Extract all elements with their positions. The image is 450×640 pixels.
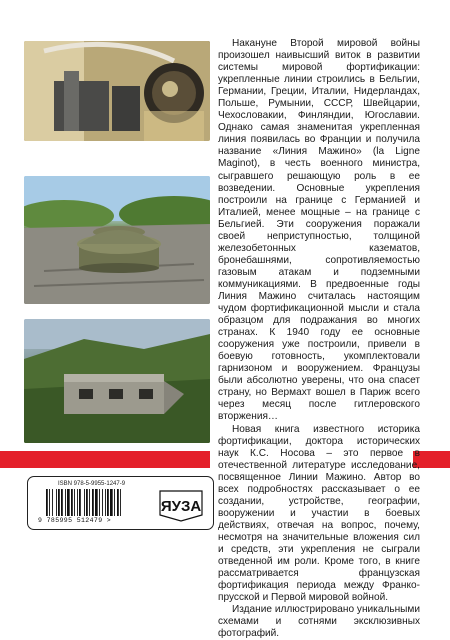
paragraph-3: Издание иллюстрировано уникальными схемами и сотнями эксклюзивных фотографий. <box>218 604 420 640</box>
barcode-stripe <box>110 489 113 516</box>
annotation-text <box>218 38 420 640</box>
barcode-stripe <box>92 489 94 516</box>
barcode-stripe <box>95 489 98 516</box>
barcode-stripe <box>79 489 81 516</box>
barcode-stripe <box>99 489 100 516</box>
publisher-logo-text: ЯУЗА <box>160 498 202 515</box>
barcode-stripe <box>117 489 119 516</box>
barcode-stripe <box>114 489 115 516</box>
turret-mechanism-illustration <box>24 41 210 141</box>
paragraph-2: Новая книга известного историка фортификации, доктора исторических наук К.С. Носова – это первое в отечественной литературе исследование, посвященное Линии Мажино. Автор во всех подробностях рассказывает о ее создании, устройстве, географии, вооружении и участии в боевых действиях, отвечая на вопрос, почему, несмотря на значительные вложения сил и средств, эти укрепления не сыграли отведенной им роли. Кроме того, в книге рассматривается французская фортификация периода между Франко-прусской и Первой мировой войной. <box>218 423 420 604</box>
fortress-block-illustration <box>24 319 210 443</box>
photo-armored-cupola <box>24 176 210 304</box>
barcode-stripe <box>102 489 103 516</box>
barcode-number: 9 785995 512479 > <box>38 517 112 524</box>
barcode-stripe <box>84 489 85 516</box>
publisher-logo <box>156 485 206 523</box>
barcode-stripe <box>86 489 88 516</box>
barcode-stripe <box>65 489 66 516</box>
barcode-stripe <box>58 489 60 516</box>
barcode-stripe <box>89 489 90 516</box>
isbn-label: ISBN 978-5-9955-1247-9 <box>58 481 126 487</box>
barcode-stripe <box>46 489 48 516</box>
barcode-stripe <box>56 489 57 516</box>
barcode-icon <box>44 489 148 519</box>
barcode-stripe <box>49 489 50 516</box>
armored-cupola-illustration <box>24 176 210 304</box>
photo-fortress-block <box>24 319 210 443</box>
barcode-stripe <box>71 489 73 516</box>
barcode-stripe <box>67 489 70 516</box>
barcode-stripe <box>107 489 109 516</box>
barcode-stripe <box>77 489 78 516</box>
paragraph-1: Накануне Второй мировой войны произошел наивысший виток в развитии системы мировой фортификации: укрепленные линии строились в Бельгии, Германии, Греции, Италии, Нидерландах, Польше, Румынии, СССР, Швейцарии, Чехословакии, Финляндии, Югославии. Однако самая знаменитая укрепленная линия появилась во Франции и получила название «Линия Мажино» (la Ligne Maginot), в честь военного министра, сыгравшего решающую роль в ее возведении. Основные укрепления построили на границе с Германией и Италией, менее мощные – на границе с Бельгией. Эти сооружения поражали своей неприступностью, толщиной железобетонных казематов, бронебашнями, сопротивляемостью газовым атакам и подземными коммуникациями. В предвоенные годы Линия Мажино считалась настоящим чудом фортификационной мысли и стала образцом для подражания во многих странах. К 1940 году ее основные сооружения уже построили, привели в боевую готовность, укомплектовали гарнизоном и вооружением. Французы были абсолютно уверены, что она спасет страну, но Вермахт вошел в Париж всего через месяц после гитлеровского вторжения… <box>218 38 420 423</box>
barcode-stripe <box>105 489 106 516</box>
photo-turret-mechanism <box>24 41 210 141</box>
barcode-box <box>27 476 214 530</box>
barcode-stripe <box>52 489 53 516</box>
accent-bar-left <box>0 451 210 468</box>
barcode-stripe <box>74 489 75 516</box>
barcode-stripe <box>61 489 63 516</box>
barcode-stripe <box>120 489 121 516</box>
